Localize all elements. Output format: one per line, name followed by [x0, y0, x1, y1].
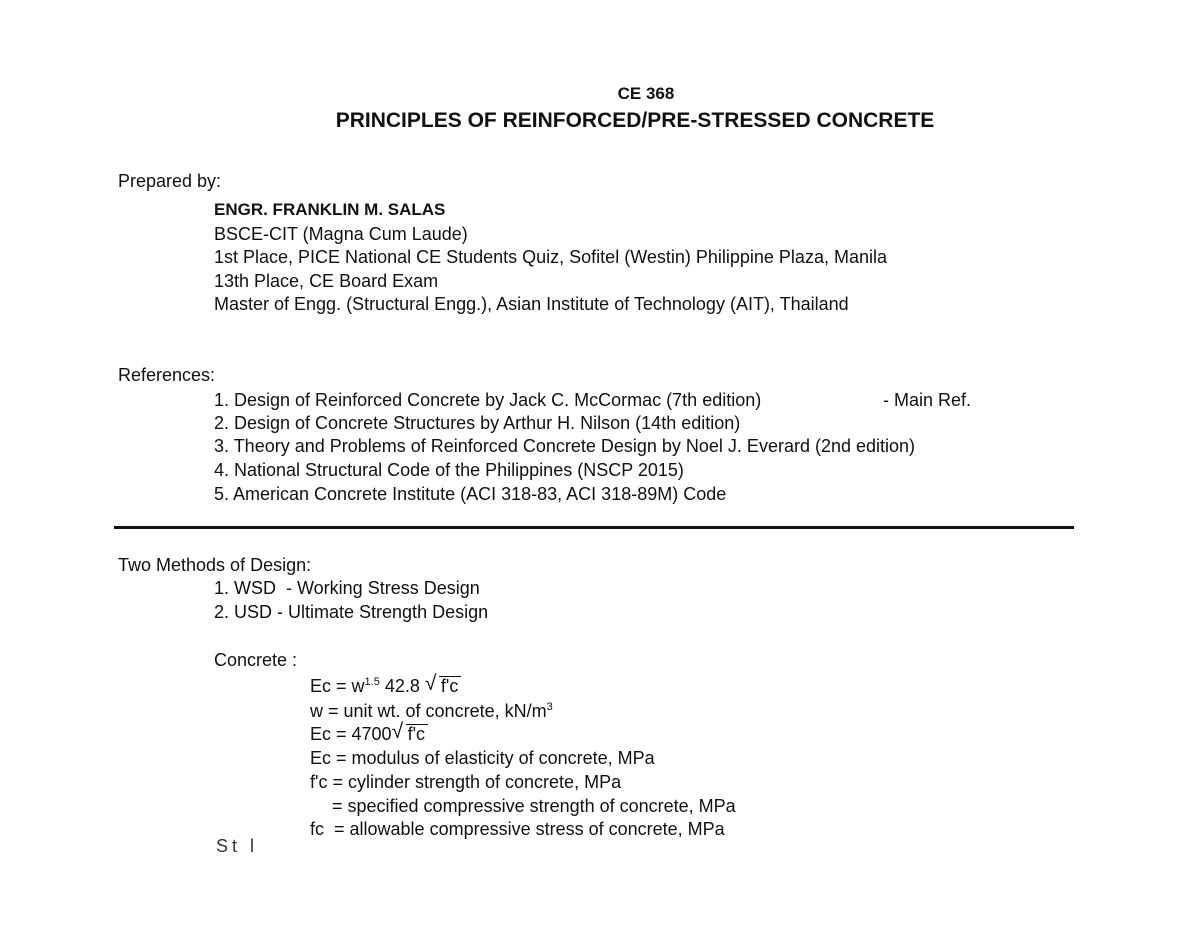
- eq1-radicand: f'c: [439, 676, 461, 696]
- eq2-radicand: f'c: [406, 724, 428, 744]
- references-label: References:: [118, 365, 216, 385]
- reference-item: 3. Theory and Problems of Reinforced Concrete Design by Noel J. Everard (2nd edition): [214, 436, 916, 456]
- ec-equation-2: [310, 720, 428, 745]
- course-code: CE 368: [617, 84, 675, 103]
- course-title: PRINCIPLES OF REINFORCED/PRE-STRESSED CONCRETE: [335, 109, 935, 132]
- reference-item: 1. Design of Reinforced Concrete by Jack C. McCormac (7th edition): [214, 390, 762, 410]
- fc-prime-definition: f'c = cylinder strength of concrete, MPa: [310, 772, 622, 792]
- author-name: ENGR. FRANKLIN M. SALAS: [214, 200, 446, 219]
- prepared-by-label: Prepared by:: [118, 171, 222, 191]
- fc-prime-definition-2: = specified compressive strength of concrete, MPa: [332, 796, 736, 816]
- eq1-coefficient: 42.8: [384, 676, 420, 696]
- reference-item: 4. National Structural Code of the Philippines (NSCP 2015): [214, 460, 684, 480]
- sqrt-symbol: √ f'c: [425, 676, 461, 697]
- section-divider: [114, 526, 1074, 529]
- eq2-lhs: Ec = 4700: [310, 724, 392, 744]
- method-item: 2. USD - Ultimate Strength Design: [214, 602, 489, 622]
- sqrt-symbol: √ f'c: [392, 724, 428, 745]
- methods-label: Two Methods of Design:: [118, 555, 312, 575]
- reference-item: 5. American Concrete Institute (ACI 318-83, ACI 318-89M) Code: [214, 484, 727, 504]
- credential-item: 1st Place, PICE National CE Students Quiz, Sofitel (Westin) Philippine Plaza, Manila: [214, 247, 887, 267]
- credential-item: BSCE-CIT (Magna Cum Laude): [214, 224, 468, 244]
- cut-off-line: St l: [216, 836, 259, 856]
- credential-item: 13th Place, CE Board Exam: [214, 271, 439, 291]
- main-ref-note: - Main Ref.: [883, 390, 972, 410]
- w-definition: w = unit wt. of concrete, $kN/m^3$: [310, 701, 553, 721]
- concrete-label: Concrete :: [214, 650, 298, 670]
- credential-item: Master of Engg. (Structural Engg.), Asian Institute of Technology (AIT), Thailand: [214, 294, 849, 314]
- eq1-exponent: 1.5: [364, 676, 380, 688]
- ec-definition: Ec = modulus of elasticity of concrete, MPa: [310, 748, 655, 768]
- eq1-lhs: Ec = w: [310, 676, 365, 696]
- fc-definition: fc = allowable compressive stress of concrete, MPa: [310, 819, 725, 839]
- method-item: 1. WSD - Working Stress Design: [214, 578, 480, 598]
- reference-item: 2. Design of Concrete Structures by Arthur H. Nilson (14th edition): [214, 413, 741, 433]
- ec-equation-1: [310, 672, 461, 697]
